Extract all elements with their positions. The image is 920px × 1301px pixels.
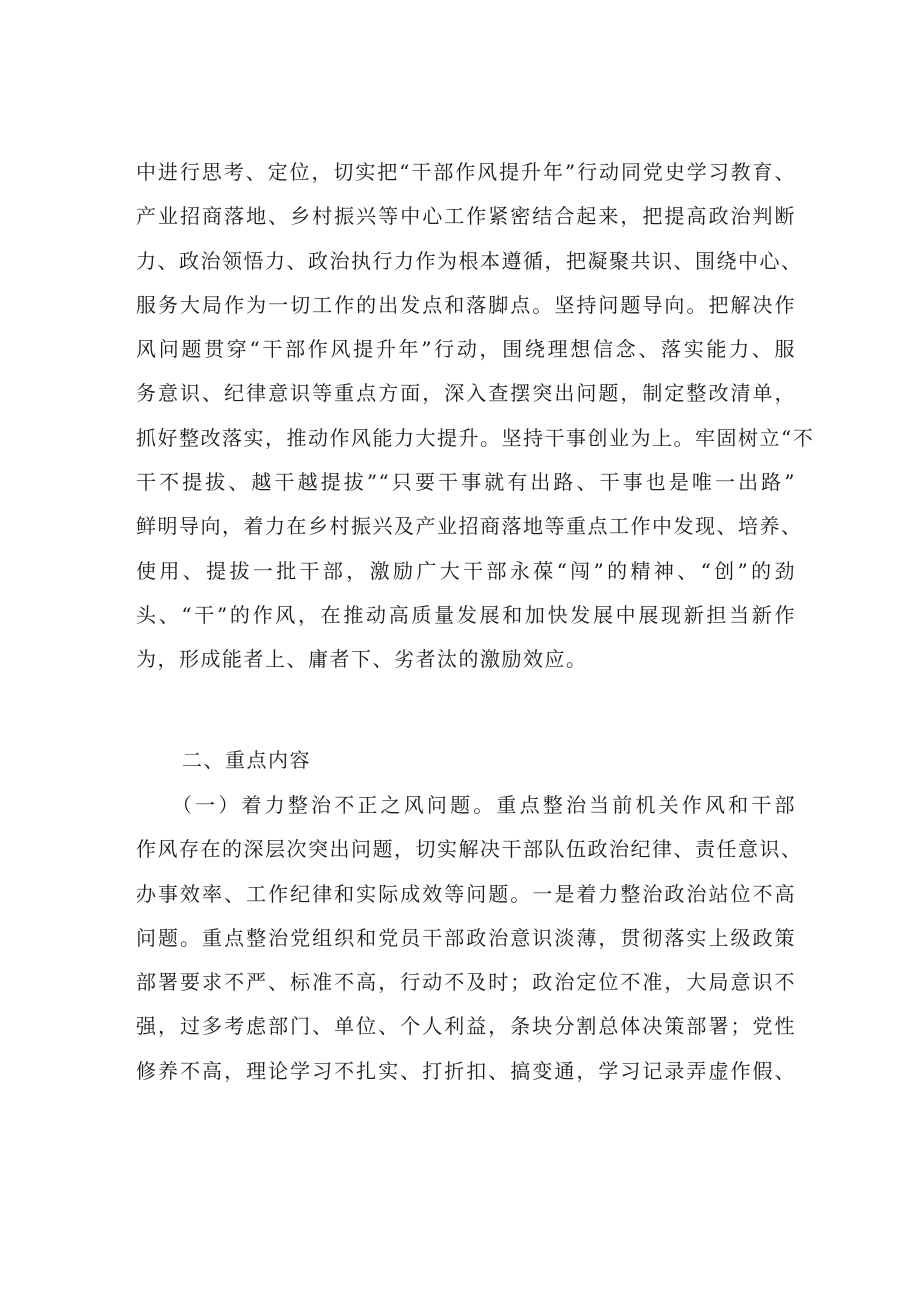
text-line: 中进行思考、定位，切实把“干部作风提升年”行动同党史学习教育、 [136,160,796,184]
text-line: 干不提拔、越干越提拔”“只要干事就有出路、干事也是唯一出路” [136,470,796,495]
section-heading [182,738,582,782]
text-line: 抓好整改落实，推动作风能力大提升。坚持干事创业为上。牢固树立“不 [136,425,815,450]
text-line: 修养不高，理论学习不扎实、打折扣、搞变通，学习记录弄虚作假、 [136,1058,796,1083]
text-line: 风问题贯穿“干部作风提升年”行动，围绕理想信念、落实能力、服 [136,337,796,362]
text-line: （一）着力整治不正之风问题。重点整治当前机关作风和干部 [172,793,796,817]
text-line: 服务大局作为一切工作的出发点和落脚点。坚持问题导向。把解决作 [136,292,796,317]
paragraph-key-content [136,783,803,1093]
text-line: 鲜明导向，着力在乡村振兴及产业招商落地等重点工作中发现、培养、 [136,514,803,539]
text-line: 使用、提拔一批干部，激励广大干部永葆“闯”的精神、“创”的劲 [136,558,796,583]
text-line: 问题。重点整治党组织和党员干部政治意识淡薄，贯彻落实上级政策 [136,925,796,950]
text-line: 头、“干”的作风，在推动高质量发展和加快发展中展现新担当新作 [136,602,796,627]
text-line: 务意识、纪律意识等重点方面，深入查摆突出问题，制定整改清单， [136,381,796,406]
section-heading-text: 二、重点内容 [182,748,311,772]
text-line: 作风存在的深层次突出问题，切实解决干部队伍政治纪律、责任意识、 [136,837,803,862]
paragraph-leadership-orientation [136,150,815,682]
text-line: 部署要求不严、标准不高，行动不及时；政治定位不准，大局意识不 [136,970,796,995]
text-line: 办事效率、工作纪律和实际成效等问题。一是着力整治政治站位不高 [136,881,796,906]
text-line: 力、政治领悟力、政治执行力作为根本遵循，把凝聚共识、围绕中心、 [136,248,803,273]
text-line: 强，过多考虑部门、单位、个人利益，条块分割总体决策部署；党性 [136,1014,796,1039]
text-line: 产业招商落地、乡村振兴等中心工作紧密结合起来，把提高政治判断 [136,204,796,229]
text-line: 为，形成能者上、庸者下、劣者汰的激励效应。 [136,647,588,672]
